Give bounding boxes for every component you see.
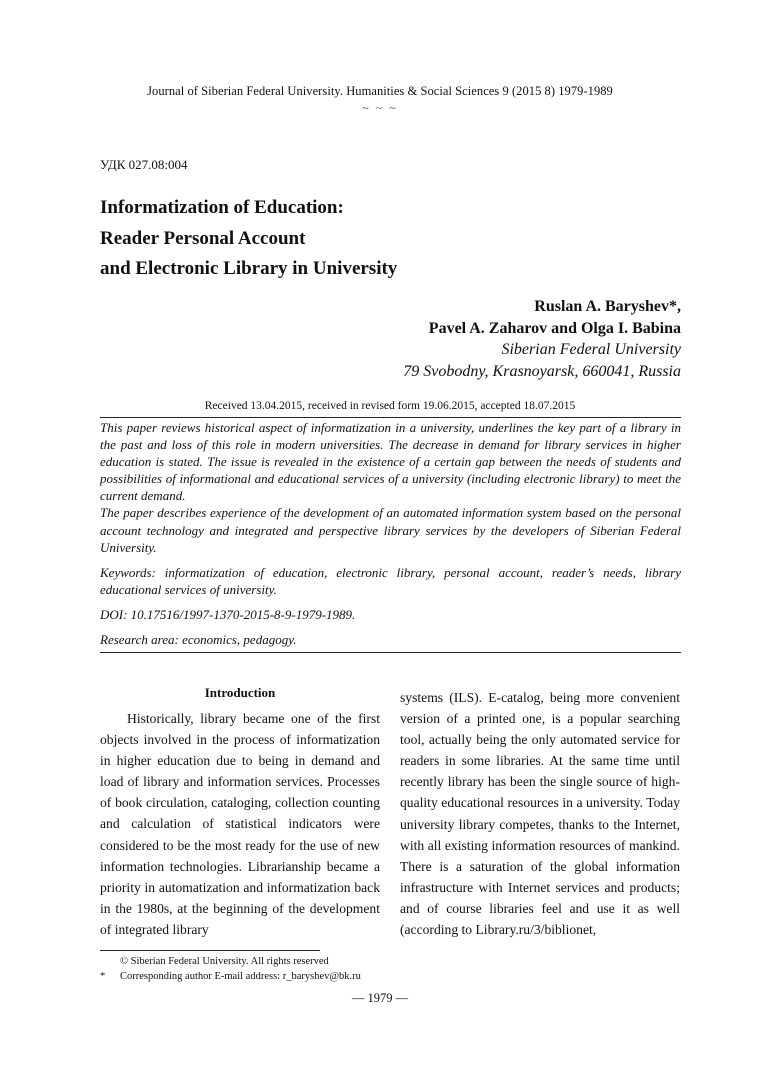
authors-block [403,296,681,382]
title-line-2: Reader Personal Account [100,227,306,249]
abstract-rule-top [100,417,681,418]
journal-header: Journal of Siberian Federal University. Humanities & Social Sciences 9 (2015 8) 1979-1989 [147,84,613,98]
footnote-rule [100,950,320,951]
body-column-left [100,684,380,940]
header-separator: ~ ~ ~ [362,101,398,115]
abstract-rule-bottom [100,652,681,653]
section-heading-introduction: Introduction [204,685,276,700]
udk-code: УДК 027.08:004 [100,157,188,172]
keywords: Keywords: informatization of education, electronic library, personal account, reader’s needs, library educational services of university. [100,564,681,597]
doi: DOI: 10.17516/1997-1370-2015-8-9-1979-1989. [100,606,356,622]
title-line-1: Informatization of Education: [100,197,344,218]
footnote-copyright [100,954,361,969]
body-text-left: Historically, library became one of the first objects involved in the process of informatization in higher education due to being in demand and load of library and information services. Processes of book circulation, cataloging, collection counting and calculation of statistical indicators were considered to be the most ready for the use of new information technologies. Librarianship became a priority in automatization and informatization back in the 1980s, at the beginning of the development of integrated library [100,711,380,937]
abstract [100,419,681,648]
copyright-text: © Siberian Federal University. All rights reserved [120,956,329,967]
footnote-corresponding [100,969,361,984]
footnote-star: * [100,971,106,982]
abstract-paragraph-1: This paper reviews historical aspect of informatization in a university, underlines the key part of a library in the past and loss of this role in modern universities. The decrease in demand for library services in higher education is stated. The issue is revealed in the existence of a certain gap between the needs of students and possibilities of informational and educational services of a university (including electronic library) to meet the current demand. [100,420,681,504]
received-dates: Received 13.04.2015, received in revised form 19.06.2015, accepted 18.07.2015 [204,400,576,412]
title-line-3: and Electronic Library in University [100,258,398,279]
address: 79 Svobodny, Krasnoyarsk, 660041, Russia [403,362,681,380]
affiliation: Siberian Federal University [501,341,681,358]
research-area: Research area: economics, pedagogy. [100,632,297,648]
corresponding-author: Corresponding author E-mail address: r_baryshev@bk.ru [120,971,361,982]
footnotes [100,954,361,984]
page-number: — 1979 — [351,991,409,1005]
author-line-2: Pavel A. Zaharov and Olga I. Babina [428,319,681,337]
abstract-paragraph-2: The paper describes experience of the development of an automated information system based on the personal account technology and integrated and perspective library services by the developers of Siberian Federal University. [100,505,681,555]
paper-title [100,193,397,285]
body-text-right: systems (ILS). E-catalog, being more convenient version of a printed one, is a popular searching tool, actually being the only automated service for readers in some libraries. At the same time until recently library has been the single source of high-quality educational resources in a university. Today university library competes, thanks to the Internet, with all existing information resources of mankind. There is a saturation of the global information infrastructure with Internet services and products; and of course libraries feel and use it as well (according to Library.ru/3/biblionet, [400,690,680,938]
body-column-right [400,687,680,940]
author-line-1: Ruslan A. Baryshev*, [534,298,681,315]
